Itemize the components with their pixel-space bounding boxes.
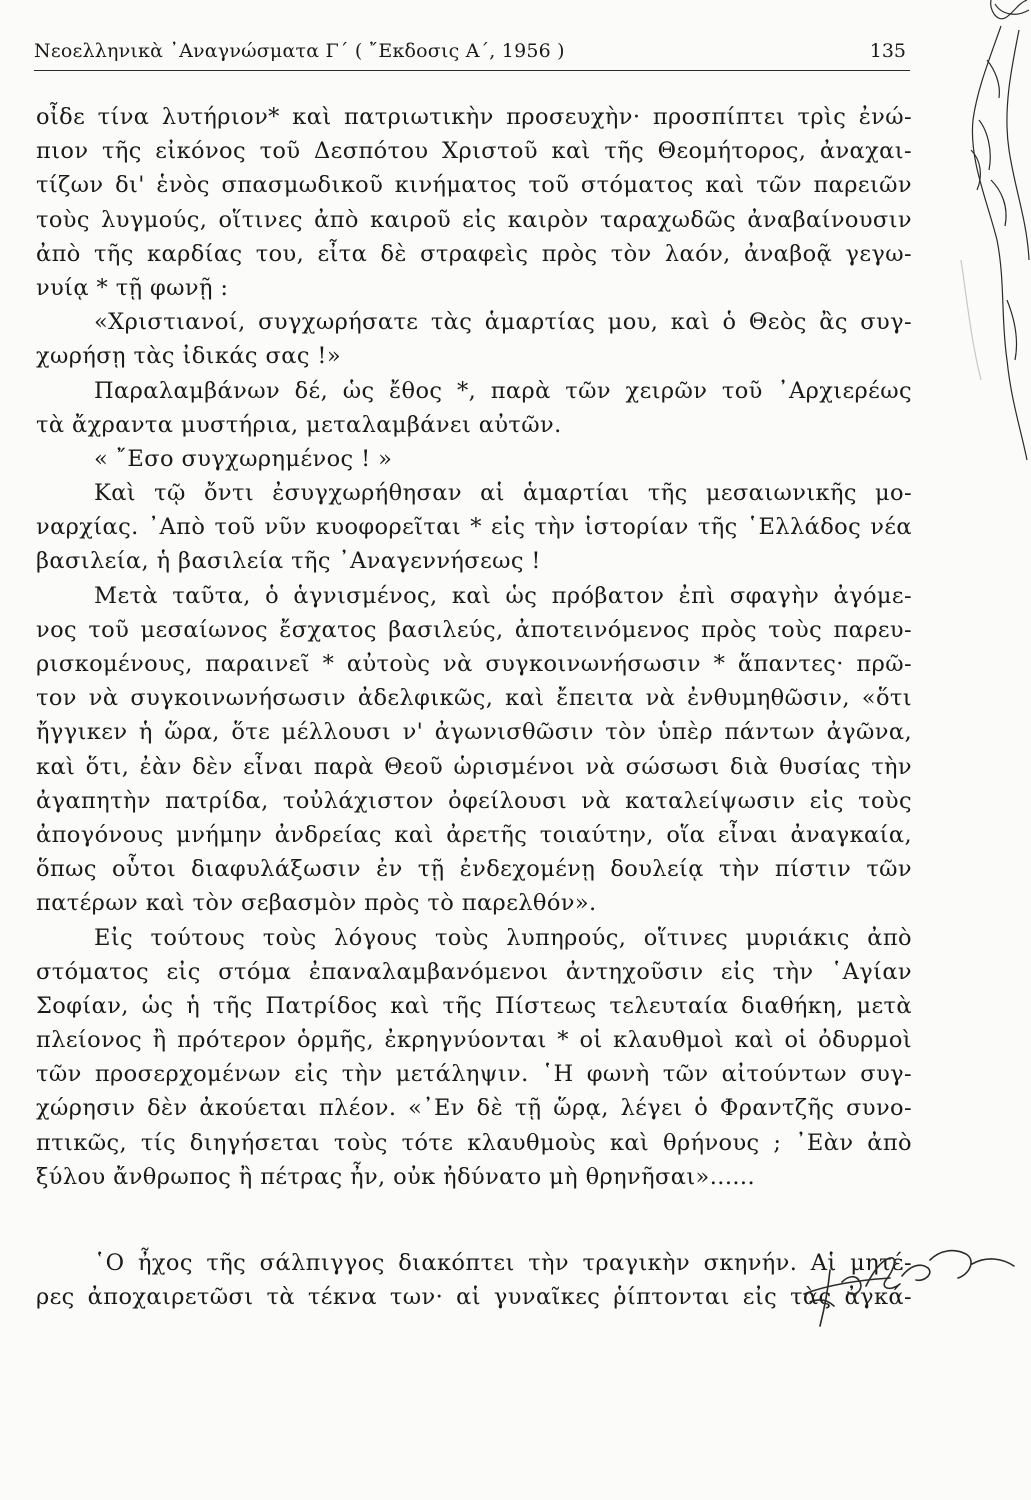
margin-sketch-drawing — [931, 0, 1031, 500]
text-line: Καὶ τῷ ὄντι ἐσυγχωρήθησαν αἱ ἁμαρτίαι τῆς μεσαιωνικῆς μο- — [94, 480, 912, 507]
text-line: ὅπως οὗτοι διαφυλάξωσιν ἐν τῇ ἐνδεχομένῃ δουλείᾳ τὴν πίστιν τῶν — [36, 856, 912, 883]
text-line: ρισκομένους, παραινεῖ * αὐτοὺς νὰ συγκοινωνήσωσιν * ἅπαντες· πρῶ- — [36, 651, 912, 677]
text-line: Σοφίαν, ὡς ἡ τῆς Πατρίδος καὶ τῆς Πίστεως τελευταία διαθήκη, μετὰ — [36, 992, 912, 1019]
text-line: βασιλεία, ἡ βασιλεία τῆς ᾿Αναγεννήσεως ! — [36, 548, 541, 575]
section-gap — [36, 1194, 912, 1246]
text-line: Μετὰ ταῦτα, ὁ ἁγνισμένος, καὶ ὡς πρόβατον ἐπὶ σφαγὴν ἀγόμε- — [94, 582, 912, 609]
text-line: πατέρων καὶ τὸν σεβασμὸν πρὸς τὸ παρελθόν». — [36, 890, 597, 917]
text-line: ἤγγικεν ἡ ὥρα, ὅτε μέλλουσι ν' ἀγωνισθῶσιν τὸν ὑπὲρ πάντων ἀγῶνα, — [36, 719, 912, 746]
text-line: τον νὰ συγκοινωνήσωσιν ἀδελφικῶς, καὶ ἔπειτα νὰ ἐνθυμηθῶσιν, «ὅτι — [36, 685, 912, 712]
body-text — [36, 100, 912, 1314]
text-line: τοὺς λυγμούς, οἵτινες ἀπὸ καιροῦ εἰς καιρὸν ταραχωδῶς ἀναβαίνουσιν — [36, 206, 912, 233]
text-line: ξύλου ἄνθρωπος ἢ πέτρας ἦν, οὐκ ἠδύνατο μὴ θρηνῆσαι»...... — [36, 1163, 756, 1190]
text-line: ναρχίας. ᾿Απὸ τοῦ νῦν κυοφορεῖται * εἰς τὴν ἱστορίαν τῆς ῾Ελλάδος νέα — [36, 514, 912, 541]
text-line: χωρήσῃ τὰς ἰδικάς σας !» — [36, 343, 341, 370]
text-line: ἀγαπητὴν πατρίδα, τοὐλάχιστον ὀφείλουσι νὰ καταλείψωσιν εἰς τοὺς — [36, 787, 912, 814]
handwritten-signature — [790, 1240, 1030, 1330]
text-line: Εἰς τούτους τοὺς λόγους τοὺς λυπηρούς, οἵτινες μυριάκις ἀπὸ — [94, 924, 912, 951]
text-line: πτικῶς, τίς διηγήσεται τοὺς τότε κλαυθμοὺς καὶ θρήνους ; ᾿Εὰν ἀπὸ — [36, 1129, 912, 1156]
text-line: ἀπὸ τῆς καρδίας του, εἶτα δὲ στραφεὶς πρὸς τὸν λαόν, ἀναβοᾷ γεγω- — [36, 240, 912, 267]
text-line: χώρησιν δὲν ἀκούεται πλέον. «᾿Εν δὲ τῇ ὥρᾳ, λέγει ὁ Φραντζῆς συνο- — [36, 1095, 912, 1122]
text-line: «Χριστιανοί, συγχωρήσατε τὰς ἁμαρτίας μου, καὶ ὁ Θεὸς ἂς συγ- — [94, 309, 912, 336]
page-number: 135 — [869, 40, 906, 62]
text-line: καὶ ὅτι, ἐὰν δὲν εἶναι παρὰ Θεοῦ ὡρισμένοι νὰ σώσωσι διὰ θυσίας τὴν — [36, 753, 912, 780]
text-line: νυίᾳ * τῇ φωνῇ : — [36, 274, 229, 301]
text-line: ῾Ο ἦχος τῆς σάλπιγγος διακόπτει τὴν τραγικὴν σκηνήν. Αἱ μητέ- — [94, 1250, 912, 1276]
text-line: στόματος εἰς στόμα ἐπαναλαμβανόμενοι ἀντηχοῦσιν εἰς τὴν ῾Αγίαν — [36, 958, 912, 985]
text-line: νος τοῦ μεσαίωνος ἔσχατος βασιλεύς, ἀποτεινόμενος πρὸς τοὺς παρευ- — [36, 616, 912, 643]
text-line: οἶδε τίνα λυτήριον* καὶ πατριωτικὴν προσευχὴν· προσπίπτει τρὶς ἐνώ- — [36, 104, 912, 130]
text-line: τῶν προσερχομένων εἰς τὴν μετάληψιν. ῾Η φωνὴ τῶν αἰτούντων συγ- — [36, 1061, 912, 1088]
text-line: πιον τῆς εἰκόνος τοῦ Δεσπότου Χριστοῦ καὶ τῆς Θεομήτορος, ἀναχαι- — [36, 138, 912, 165]
text-line: Παραλαμβάνων δέ, ὡς ἔθος *, παρὰ τῶν χειρῶν τοῦ ᾿Αρχιερέως — [94, 377, 912, 404]
header-title: Νεοελληνικὰ ᾿Αναγνώσματα Γ΄ ( ῎Εκδοσις Α΄, 1956 ) — [34, 40, 565, 62]
text-line: τίζων δι' ἑνὸς σπασμωδικοῦ κινήματος τοῦ στόματος καὶ τῶν παρειῶν — [36, 172, 912, 199]
text-line: ἀπογόνους μνήμην ἀνδρείας καὶ ἀρετῆς τοιαύτην, οἵα εἶναι ἀναγκαία, — [36, 821, 912, 848]
text-line: τὰ ἄχραντα μυστήρια, μεταλαμβάνει αὐτῶν. — [36, 411, 562, 438]
running-header — [34, 38, 910, 71]
text-line: πλείονος ἢ πρότερον ὁρμῆς, ἐκρηγνύονται * οἱ κλαυθμοὶ καὶ οἱ ὀδυρμοὶ — [36, 1027, 912, 1054]
text-line: « ῎Εσο συγχωρημένος ! » — [94, 445, 393, 472]
text-line: ρες ἀποχαιρετῶσι τὰ τέκνα των· αἱ γυναῖκες ῥίπτονται εἰς τὰς ἀγκά- — [36, 1284, 912, 1311]
